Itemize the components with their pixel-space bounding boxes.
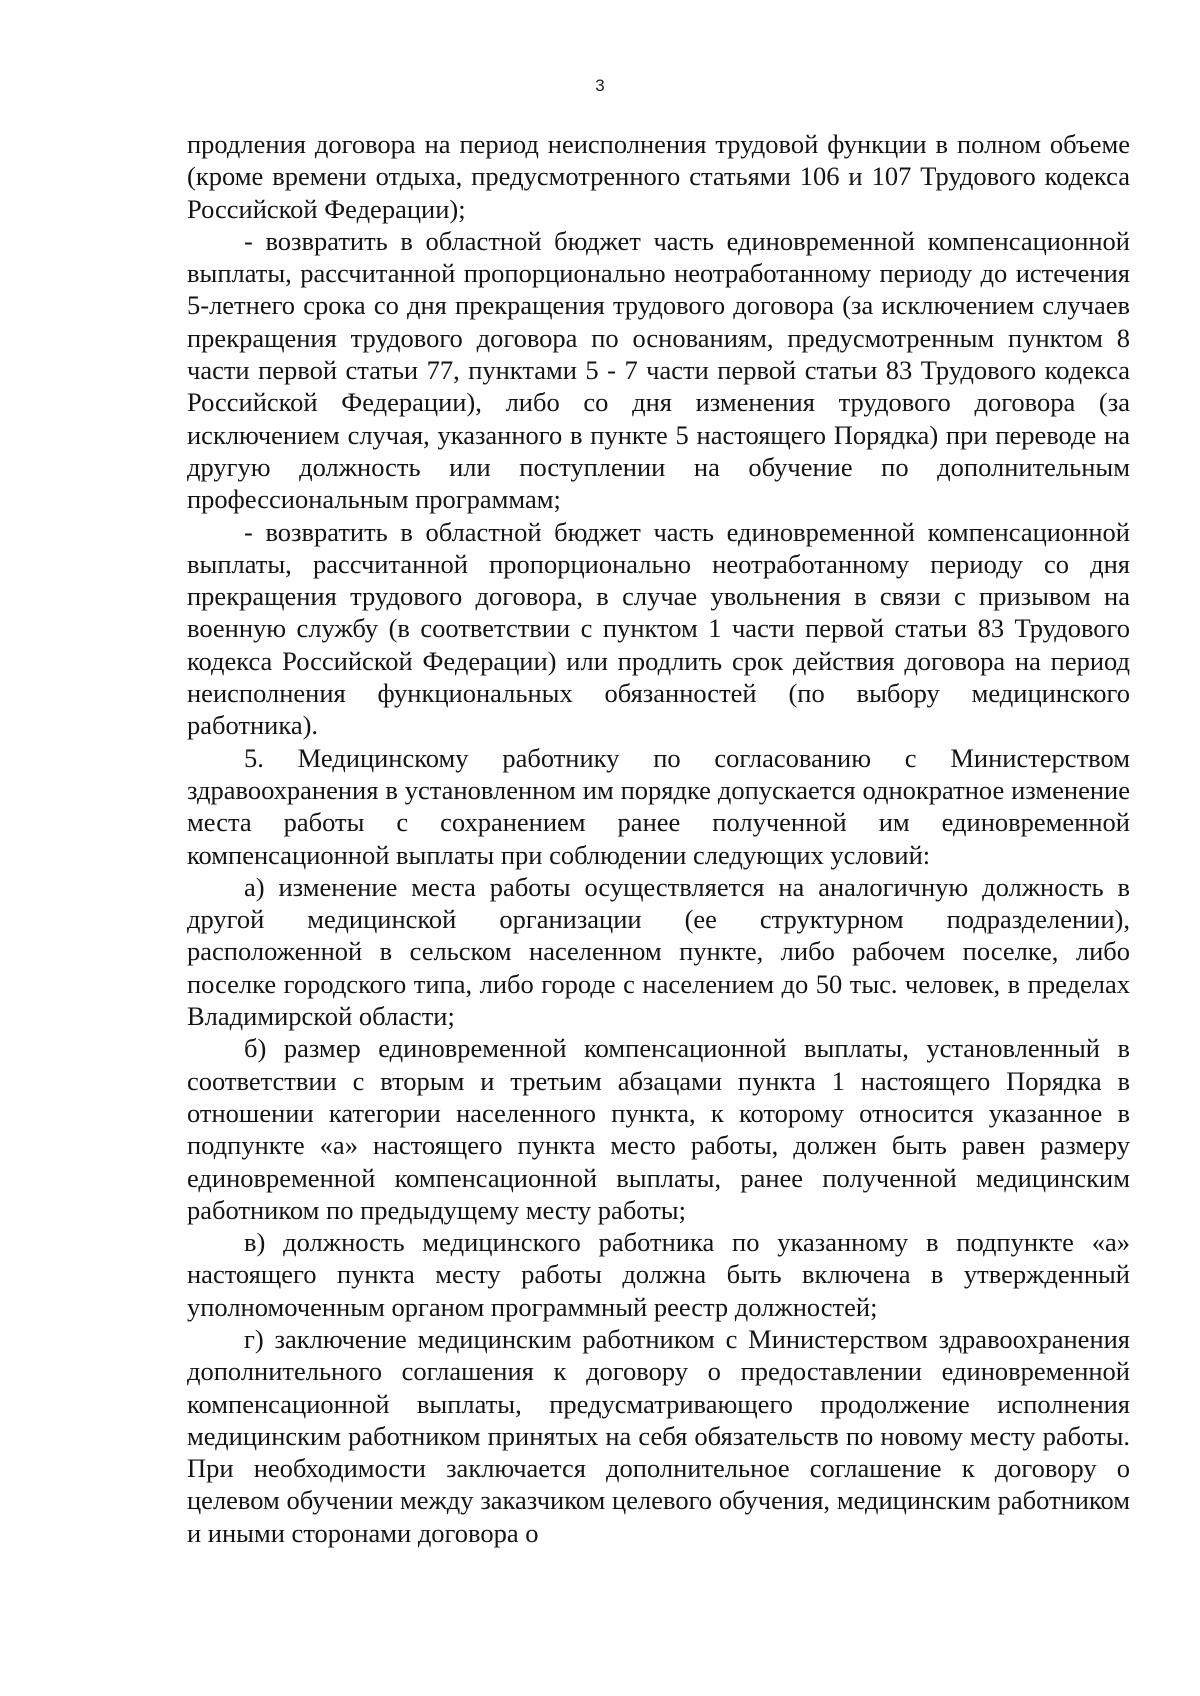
paragraph-return-budget-first: - возвратить в областной бюджет часть единовременной компенсационной выплаты, рассчитанной пропорционально неотработанному периоду до истечения 5-летнего срока со дня прекращения трудового договора (за исключением случаев прекращения трудового договора по основаниям, предусмотренным пунктом 8 части первой статьи 77, пунктами 5 - 7 части первой статьи 83 Трудового кодекса Российской Федерации), либо со дня изменения трудового договора (за исключением случая, указанного в пункте 5 настоящего Порядка) при переводе на другую должность или поступлении на обучение по дополнительным профессиональным программам;	[187, 225, 1130, 515]
document-body	[187, 128, 1130, 1549]
paragraph-continuation: продления договора на период неисполнения трудовой функции в полном объеме (кроме времени отдыха, предусмотренного статьями 106 и 107 Трудового кодекса Российской Федерации);	[187, 129, 1130, 224]
page-number: 3	[595, 76, 605, 95]
paragraph-subclause-g: г) заключение медицинским работником с Министерством здравоохранения дополнительного соглашения к договору о предоставлении единовременной компенсационной выплаты, предусматривающего продолжение исполнения медицинским работником принятых на себя обязательств по новому месту работы. При необходимости заключается дополнительное соглашение к договору о целевом обучении между заказчиком целевого обучения, медицинским работником и иными сторонами договора о	[187, 1323, 1130, 1548]
paragraph-return-budget-military: - возвратить в областной бюджет часть единовременной компенсационной выплаты, рассчитанной пропорционально неотработанному периоду со дня прекращения трудового договора, в случае увольнения в связи с призывом на военную службу (в соответствии с пунктом 1 части первой статьи 83 Трудового кодекса Российской Федерации) или продлить срок действия договора на период неисполнения функциональных обязанностей (по выбору медицинского работника).	[187, 516, 1130, 741]
paragraph-subclause-b: б) размер единовременной компенсационной выплаты, установленный в соответствии с вторым и третьим абзацами пункта 1 настоящего Порядка в отношении категории населенного пункта, к которому относится указанное в подпункте «а» настоящего пункта место работы, должен быть равен размеру единовременной компенсационной выплаты, ранее полученной медицинским работником по предыдущему месту работы;	[187, 1033, 1130, 1225]
paragraph-clause-5: 5. Медицинскому работнику по согласованию с Министерством здравоохранения в установленном им порядке допускается однократное изменение места работы с сохранением ранее полученной им единовременной компенсационной выплаты при соблюдении следующих условий:	[187, 742, 1130, 870]
paragraph-subclause-a: а) изменение места работы осуществляется на аналогичную должность в другой медицинской организации (ее структурном подразделении), расположенной в сельском населенном пункте, либо рабочем поселке, либо поселке городского типа, либо городе с населением до 50 тыс. человек, в пределах Владимирской области;	[187, 871, 1130, 1032]
paragraph-subclause-v: в) должность медицинского работника по указанному в подпункте «а» настоящего пункта месту работы должна быть включена в утвержденный уполномоченным органом программный реестр должностей;	[187, 1227, 1130, 1322]
